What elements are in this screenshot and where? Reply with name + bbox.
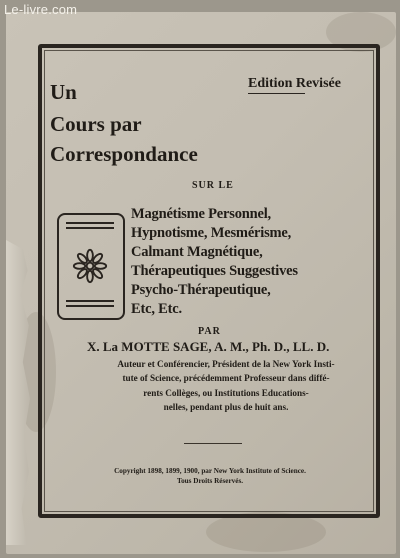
bio-line: tute of Science, précédemment Professeur dans diffé- xyxy=(122,373,330,384)
title-line: Cours par xyxy=(50,112,142,136)
subject-line: Calmant Magnétique, xyxy=(131,244,263,260)
emblem-plaque xyxy=(57,213,125,320)
subject-line: Etc, Etc. xyxy=(131,301,182,317)
watermark: Le-livre.com xyxy=(4,2,78,17)
subject-line: Thérapeutiques Suggestives xyxy=(131,263,298,279)
sur-le-label: SUR LE xyxy=(192,180,234,191)
emblem-rule xyxy=(66,305,114,307)
title-line: Correspondance xyxy=(50,142,198,166)
author-name: X. La MOTTE SAGE, A. M., Ph. D., LL. D. xyxy=(87,339,330,354)
title-line: Un xyxy=(50,80,77,104)
emblem-rule xyxy=(66,227,114,229)
edition-label: Edition Revisée xyxy=(248,76,341,91)
subject-line: Magnétisme Personnel, xyxy=(131,206,271,222)
edition-underline xyxy=(248,93,305,94)
emblem-rule xyxy=(66,300,114,302)
subject-line: Psycho-Thérapeutique, xyxy=(131,282,271,298)
bio-line: rents Collèges, ou Institutions Educations- xyxy=(143,387,309,398)
bio-line: nelles, pendant plus de huit ans. xyxy=(163,402,289,413)
emblem-rule xyxy=(66,222,114,224)
stain xyxy=(206,512,326,552)
copyright-line: Copyright 1898, 1899, 1900, par New York Institute of Science. xyxy=(114,467,306,475)
copyright-line: Tous Droits Réservés. xyxy=(176,477,244,485)
subject-line: Hypnotisme, Mesmérisme, xyxy=(131,225,292,241)
bio-line: Auteur et Conférencier, Président de la New York Insti- xyxy=(117,359,335,369)
par-label: PAR xyxy=(198,326,221,337)
rosette-ornament-icon xyxy=(71,247,109,285)
author-bio xyxy=(82,357,370,415)
divider-rule xyxy=(184,443,242,444)
copyright-notice xyxy=(60,466,360,486)
